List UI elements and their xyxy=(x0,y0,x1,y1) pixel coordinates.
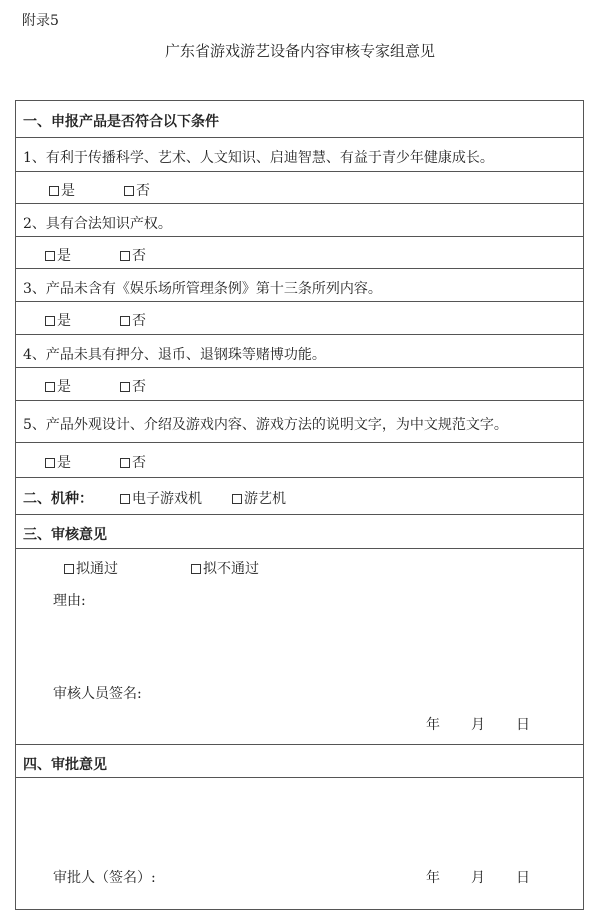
checkbox-icon[interactable] xyxy=(45,251,55,261)
condition-row-5 xyxy=(16,401,583,443)
no-label: 否 xyxy=(132,313,146,329)
machine-type-option-amusement[interactable] xyxy=(232,488,286,508)
checkbox-icon[interactable] xyxy=(124,186,134,196)
checkbox-icon[interactable] xyxy=(191,564,201,574)
checkbox-icon[interactable] xyxy=(45,316,55,326)
review-date-month: 月 xyxy=(471,717,485,733)
checkbox-icon[interactable] xyxy=(49,186,59,196)
checkbox-icon[interactable] xyxy=(120,251,130,261)
condition-3-no-option[interactable] xyxy=(120,310,146,330)
reason-label: 理由: xyxy=(53,593,86,609)
document-title: 广东省游戏游艺设备内容审核专家组意见 xyxy=(164,42,435,60)
checkbox-icon[interactable] xyxy=(232,494,242,504)
checkbox-icon[interactable] xyxy=(45,382,55,392)
section3-heading: 三、审核意见 xyxy=(23,527,107,543)
checkbox-icon[interactable] xyxy=(64,564,74,574)
machine-type-option-electronic[interactable] xyxy=(120,488,202,508)
checkbox-icon[interactable] xyxy=(120,316,130,326)
review-pass-label: 拟通过 xyxy=(76,561,118,577)
checkbox-icon[interactable] xyxy=(120,458,130,468)
condition-answer-row-3 xyxy=(16,302,583,335)
section1-heading: 一、申报产品是否符合以下条件 xyxy=(23,114,219,130)
condition-row-3 xyxy=(16,269,583,302)
condition-row-2 xyxy=(16,204,583,237)
no-label: 否 xyxy=(132,248,146,264)
review-date-year: 年 xyxy=(426,717,440,733)
no-label: 否 xyxy=(132,455,146,471)
machine-type-amusement-label: 游艺机 xyxy=(244,491,286,507)
review-fail-label: 拟不通过 xyxy=(203,561,259,577)
condition-4-yes-option[interactable] xyxy=(45,376,71,396)
section1-heading-row xyxy=(16,101,583,138)
review-form-table xyxy=(15,100,584,910)
reviewer-signature-label: 审核人员签名: xyxy=(53,686,142,702)
yes-label: 是 xyxy=(57,313,71,329)
appendix-label: 附录5 xyxy=(22,13,59,29)
approval-date-day: 日 xyxy=(516,870,530,886)
yes-label: 是 xyxy=(61,183,75,199)
condition-2-yes-option[interactable] xyxy=(45,245,71,265)
condition-1-text: 1、有利于传播科学、艺术、人文知识、启迪智慧、有益于青少年健康成长。 xyxy=(23,150,494,166)
section2-row xyxy=(16,478,583,515)
section4-heading-row xyxy=(16,745,583,778)
section3-body xyxy=(16,549,583,745)
checkbox-icon[interactable] xyxy=(45,458,55,468)
approver-signature-label: 审批人（签名）: xyxy=(53,870,156,886)
condition-answer-row-2 xyxy=(16,237,583,269)
condition-1-yes-option[interactable] xyxy=(49,180,75,200)
review-date-day: 日 xyxy=(516,717,530,733)
approval-date-month: 月 xyxy=(471,870,485,886)
section4-heading: 四、审批意见 xyxy=(23,757,107,773)
condition-5-text: 5、产品外观设计、介绍及游戏内容、游戏方法的说明文字，为中文规范文字。 xyxy=(23,417,508,433)
condition-row-4 xyxy=(16,335,583,368)
condition-1-no-option[interactable] xyxy=(124,180,150,200)
condition-2-text: 2、具有合法知识产权。 xyxy=(23,216,172,232)
condition-3-text: 3、产品未含有《娱乐场所管理条例》第十三条所列内容。 xyxy=(23,281,382,297)
condition-3-yes-option[interactable] xyxy=(45,310,71,330)
review-fail-option[interactable] xyxy=(191,558,259,578)
condition-2-no-option[interactable] xyxy=(120,245,146,265)
section3-heading-row xyxy=(16,515,583,549)
review-pass-option[interactable] xyxy=(64,558,118,578)
condition-5-yes-option[interactable] xyxy=(45,452,71,472)
no-label: 否 xyxy=(132,379,146,395)
condition-4-no-option[interactable] xyxy=(120,376,146,396)
machine-type-electronic-label: 电子游戏机 xyxy=(132,491,202,507)
condition-row-1 xyxy=(16,138,583,172)
section4-body xyxy=(16,778,583,909)
condition-answer-row-4 xyxy=(16,368,583,401)
approval-date-year: 年 xyxy=(426,870,440,886)
condition-5-no-option[interactable] xyxy=(120,452,146,472)
condition-answer-row-5 xyxy=(16,443,583,478)
condition-answer-row-1 xyxy=(16,172,583,204)
yes-label: 是 xyxy=(57,455,71,471)
condition-4-text: 4、产品未具有押分、退币、退钢珠等赌博功能。 xyxy=(23,347,326,363)
yes-label: 是 xyxy=(57,248,71,264)
yes-label: 是 xyxy=(57,379,71,395)
checkbox-icon[interactable] xyxy=(120,382,130,392)
section2-heading: 二、机种： xyxy=(23,491,93,507)
no-label: 否 xyxy=(136,183,150,199)
checkbox-icon[interactable] xyxy=(120,494,130,504)
